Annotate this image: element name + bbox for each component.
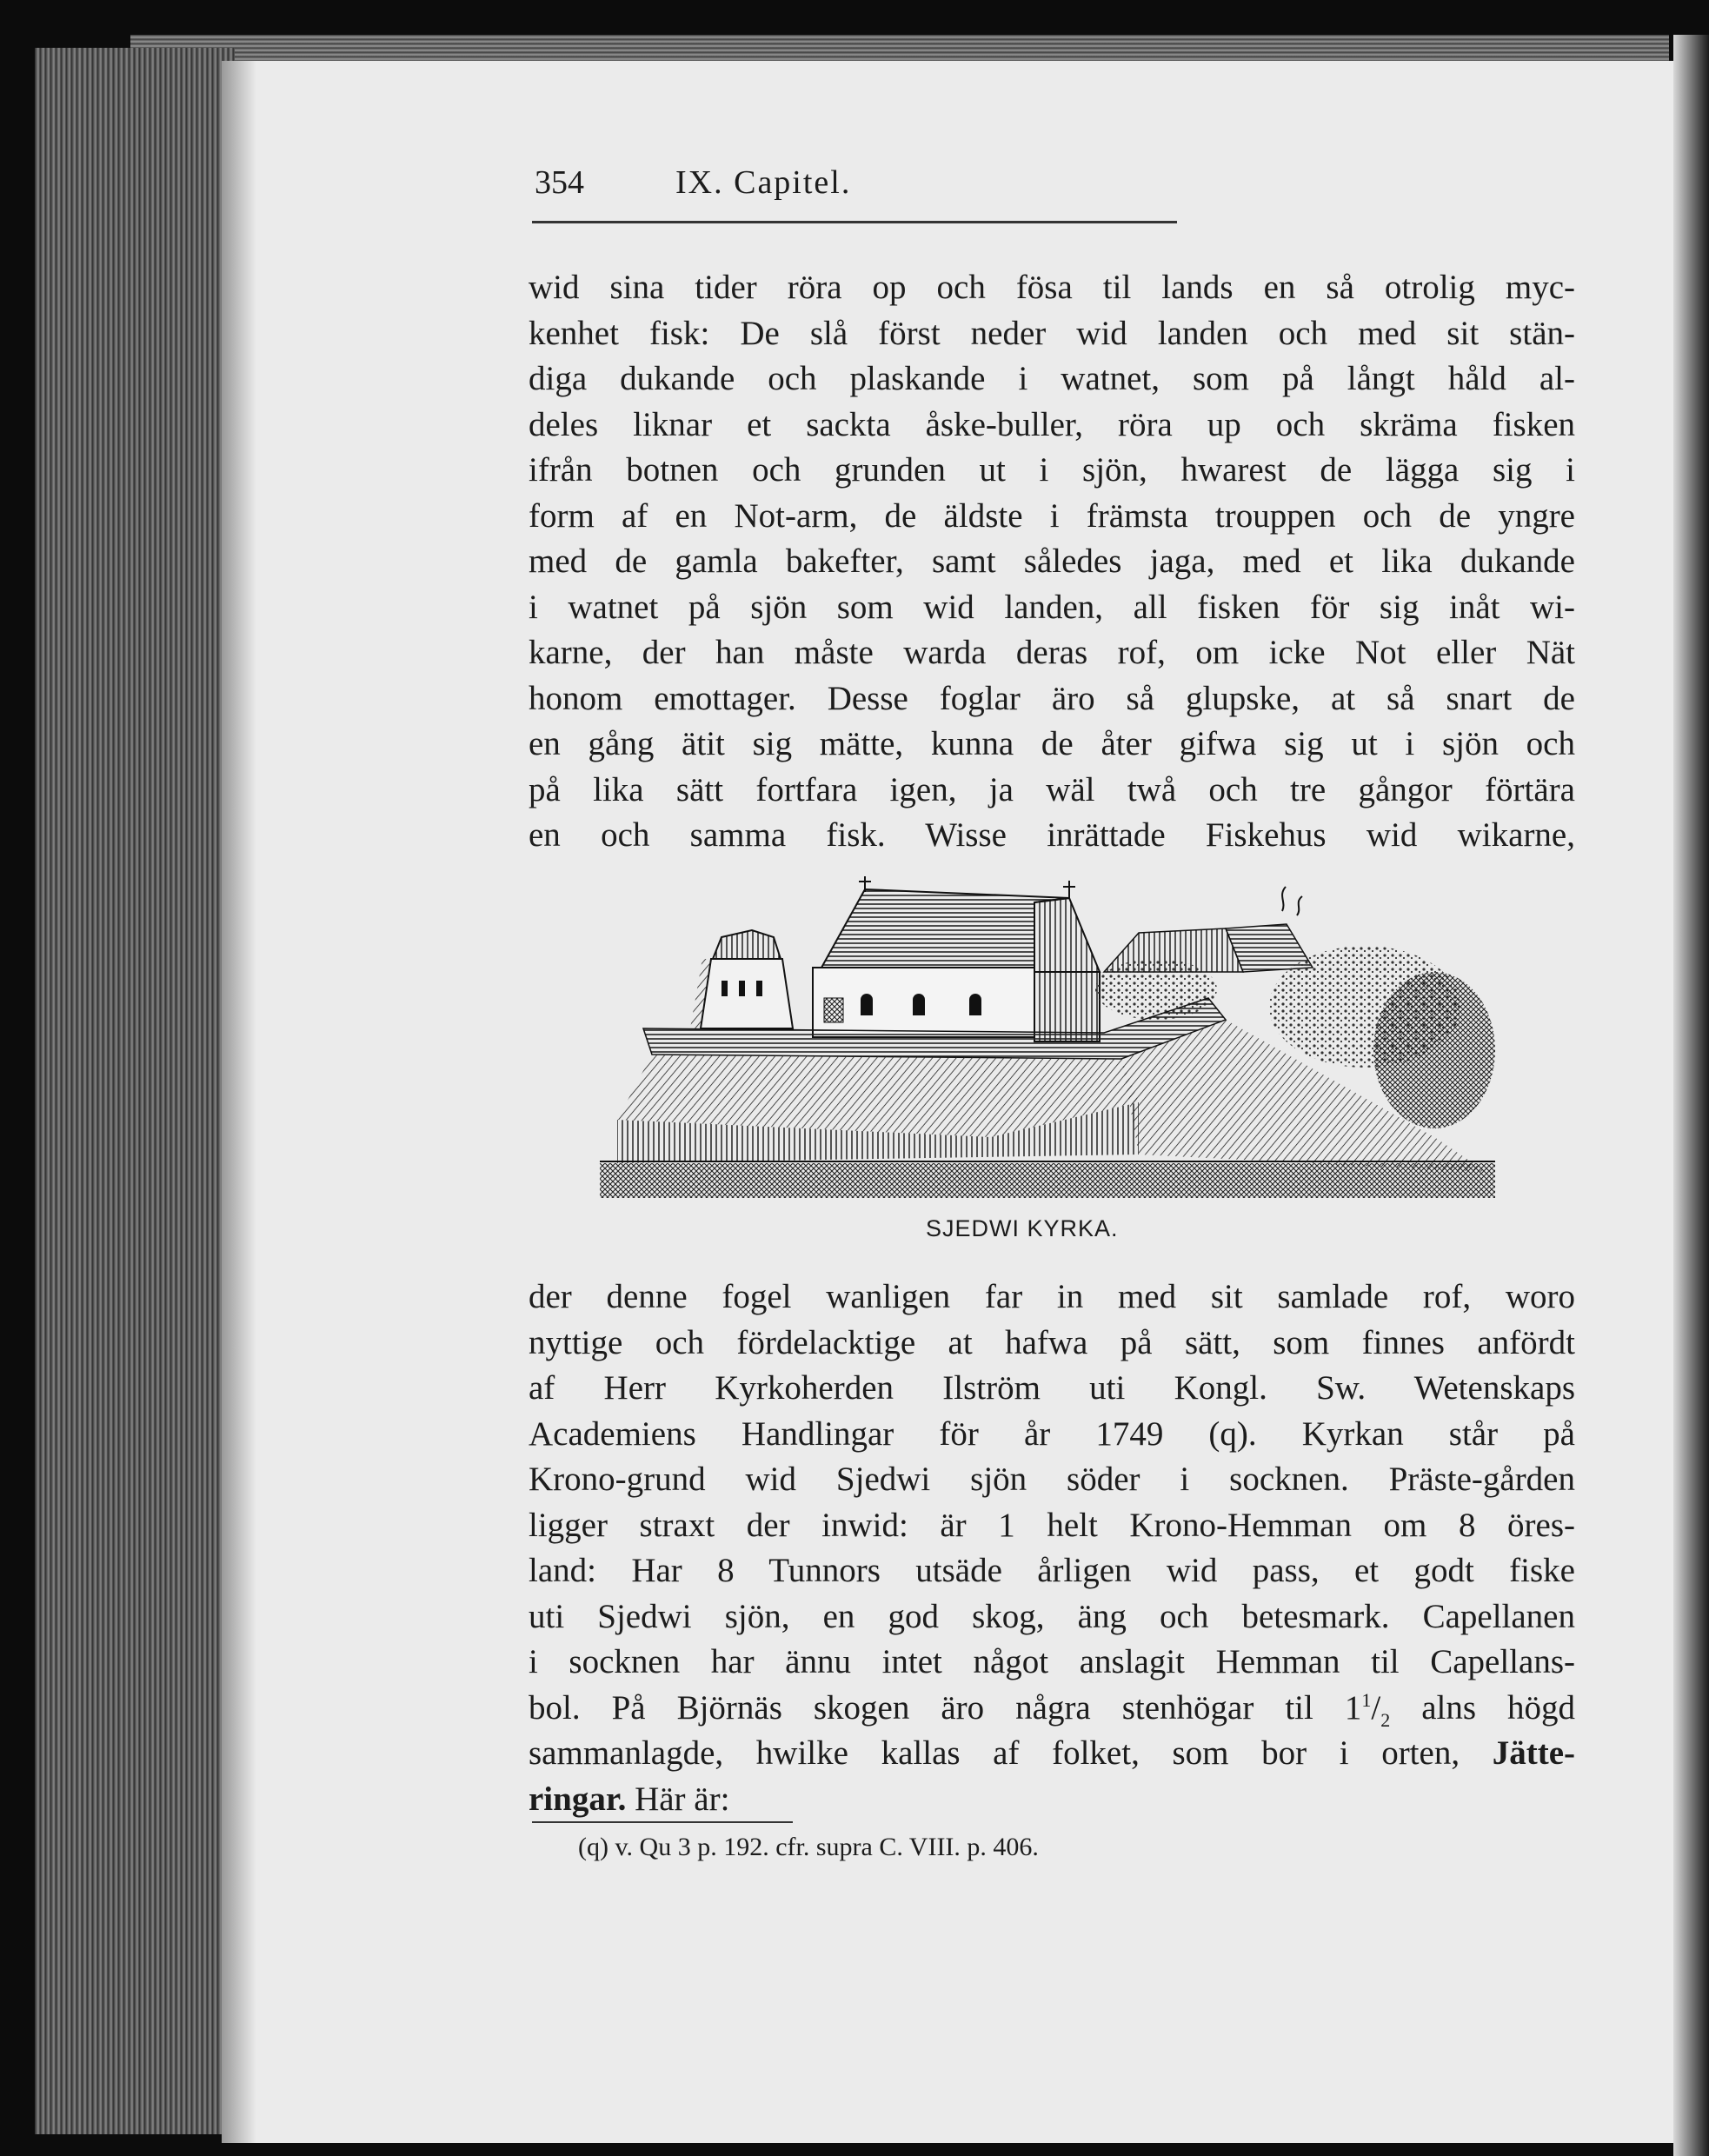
body-text-top	[529, 265, 1575, 859]
text-line: ifrån botnen och grunden ut i sjön, hwarest de lägga sig i	[529, 451, 1575, 489]
text-line: karne, der han måste warda deras rof, om icke Not eller Nät	[529, 634, 1575, 671]
text-line: i watnet på sjön som wid landen, all fisken för sig inåt wi-	[529, 588, 1575, 626]
text-line-with-fraction: bol. På Björnäs skogen äro några stenhögar til $1^1/_2$ alns högd	[529, 1688, 1576, 1731]
text-line: ligger straxt der inwid: är 1 helt Krono-Hemman om 8 öres-	[529, 1506, 1575, 1544]
text-line: der denne fogel wanligen far in med sit samlade rof, woro	[529, 1278, 1575, 1315]
text-line: nyttige och fördelacktige at hafwa på sätt, som finnes anfördt	[529, 1323, 1575, 1361]
church-engraving	[600, 876, 1495, 1198]
text-line: Krono-grund wid Sjedwi sjön söder i socknen. Präste-gården	[529, 1461, 1575, 1498]
church	[813, 876, 1100, 1041]
text-line: form af en Not-arm, de äldste i främsta trouppen och de yngre	[529, 496, 1575, 535]
text-line: af Herr Kyrkoherden Ilström uti Kongl. Sw. Wetenskaps	[529, 1369, 1575, 1407]
page-gutter-shadow	[222, 61, 256, 2143]
text-line: med de gamla bakefter, samt således jaga, med et lika dukande	[529, 542, 1575, 580]
header-rule	[532, 221, 1177, 223]
text-line-with-bold	[529, 1731, 1575, 1777]
text-line: kenhet fisk: De slå först neder wid landen och med sit stän-	[529, 314, 1575, 352]
chapter-title: IX. Capitel.	[675, 164, 852, 201]
text-fragment: bol. På Björnäs skogen äro några stenhögar til	[529, 1688, 1313, 1727]
text-fragment: alns högd	[1390, 1688, 1576, 1727]
text-line-last	[529, 1777, 1575, 1823]
text-line: en gång ätit sig mätte, kunna de åter gifwa sig ut i sjön och	[529, 725, 1575, 762]
text-line: honom emottager. Desse foglar äro så glupske, at så snart de	[529, 679, 1575, 717]
fraction-numerator: 1	[1361, 1688, 1372, 1711]
footnote: (q) v. Qu 3 p. 192. cfr. supra C. VIII. p. 406.	[578, 1833, 1039, 1861]
bell-tower	[690, 930, 793, 1028]
body-text-bottom	[529, 1274, 1575, 1822]
text-line: en och samma fisk. Wisse inrättade Fiskehus wid wikarne,	[529, 816, 1575, 854]
text-line: land: Har 8 Tunnors utsäde årligen wid pass, et godt fiske	[529, 1552, 1575, 1589]
page-number: 354	[535, 164, 584, 201]
bold-term: Jätte-	[1492, 1734, 1575, 1772]
text-line: diga dukande och plaskande i watnet, som på långt håld al-	[529, 360, 1575, 397]
text-fragment: sammanlagde, hwilke kallas af folket, som bor i orten,	[529, 1734, 1460, 1772]
text-line: wid sina tider röra op och fösa til lands en så otrolig myc-	[529, 269, 1575, 306]
footnote-rule	[532, 1821, 793, 1823]
figure-caption: SJEDWI KYRKA.	[926, 1215, 1119, 1241]
book-page-edges	[35, 48, 235, 2134]
text-line: uti Sjedwi sjön, en god skog, äng och betesmark. Capellanen	[529, 1597, 1575, 1635]
fraction-denominator: 2	[1380, 1708, 1391, 1731]
text-line: i socknen har ännu intet något anslagit Hemman til Capellans-	[529, 1643, 1575, 1680]
page-right-edge	[1673, 35, 1709, 2156]
text-line: deles liknar et sackta åske-buller, röra up och skräma fisken	[529, 405, 1575, 443]
running-header	[535, 163, 1169, 212]
text-line: på lika sätt fortfara igen, ja wäl twå och tre gångor förtära	[529, 770, 1575, 808]
text-line: Academiens Handlingar för år 1749 (q). Kyrkan står på	[529, 1414, 1575, 1453]
text-fragment: Här är:	[635, 1780, 730, 1818]
bold-term: ringar.	[529, 1780, 627, 1818]
fraction-whole: 1	[1344, 1688, 1362, 1727]
